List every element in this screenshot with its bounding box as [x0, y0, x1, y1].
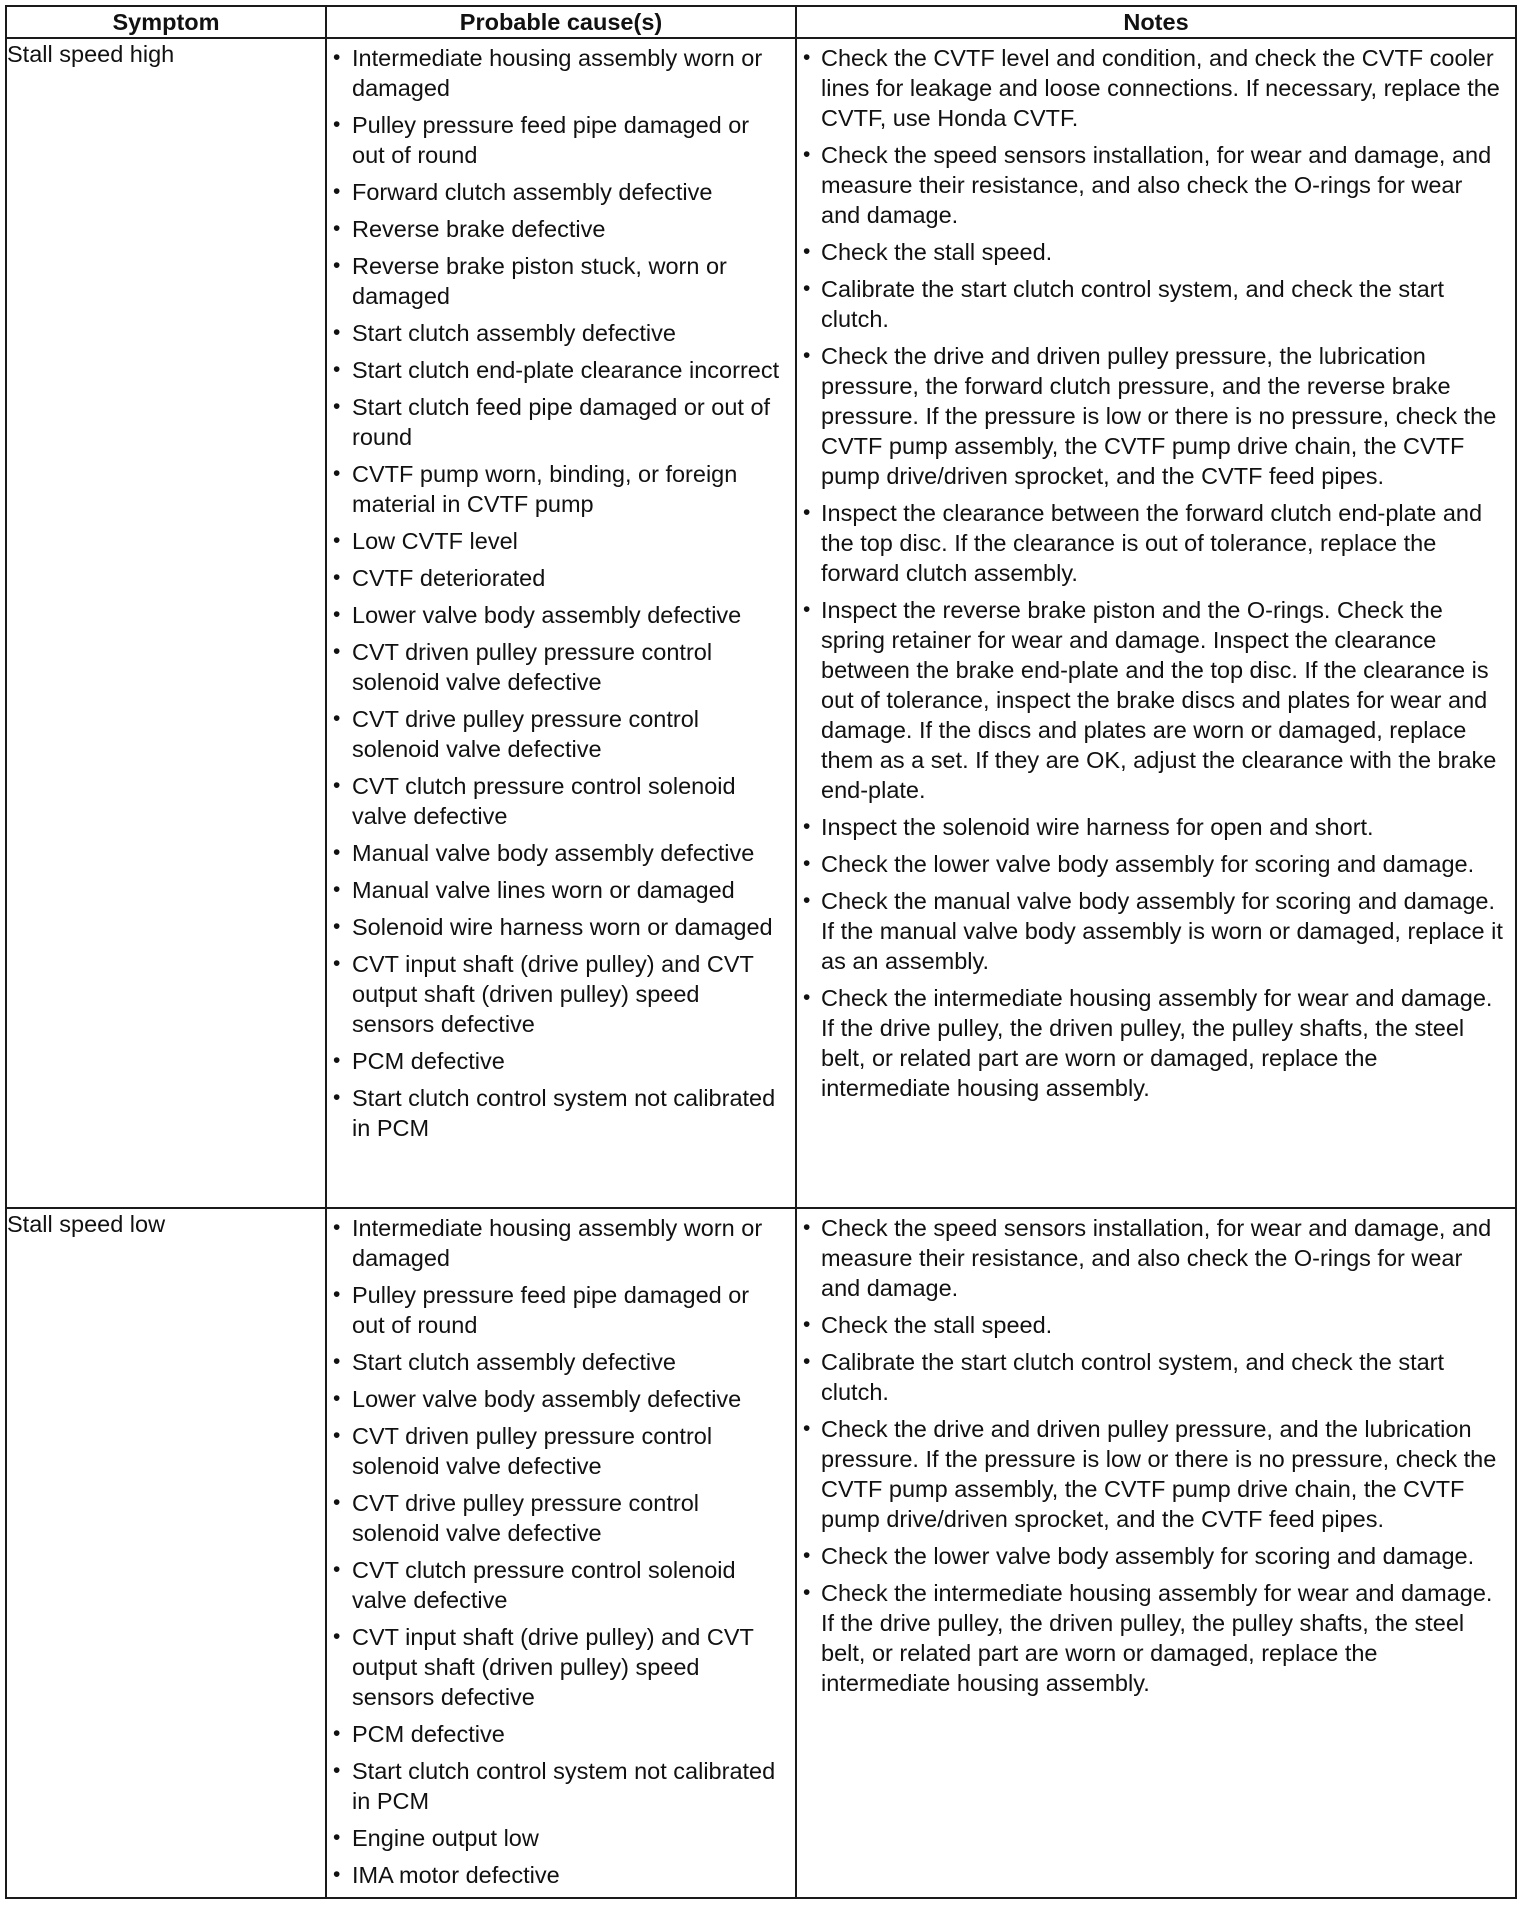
note-item: • Check the stall speed. [803, 237, 1507, 267]
note-item: • Check the speed sensors installation, for wear and damage, and measure their resistance, and also check the O-rings for wear and damage. [803, 140, 1507, 230]
notes-list [797, 39, 1515, 1103]
cause-item: • Forward clutch assembly defective [333, 177, 787, 207]
causes-cell [326, 1208, 796, 1898]
causes-list [327, 1209, 795, 1890]
cause-item: • CVT clutch pressure control solenoid valve defective [333, 1555, 787, 1615]
cause-item: • Low CVTF level [333, 526, 787, 556]
note-item: • Inspect the reverse brake piston and the O-rings. Check the spring retainer for wear and damage. Inspect the clearance between the brake end-plate and the top disc. If the clearance is out of tolerance, inspect the brake discs and plates for wear and damage. If the discs and plates are worn or damaged, replace them as a set. If they are OK, adjust the clearance with the brake end-plate. [803, 595, 1507, 805]
cause-item: • Start clutch assembly defective [333, 318, 787, 348]
symptom-cell: Stall speed high [6, 38, 326, 1208]
cause-item: • Intermediate housing assembly worn or damaged [333, 1213, 787, 1273]
cause-item: • PCM defective [333, 1719, 787, 1749]
cause-item: • Engine output low [333, 1823, 787, 1853]
cause-item: • Start clutch assembly defective [333, 1347, 787, 1377]
cause-item: • Start clutch feed pipe damaged or out of round [333, 392, 787, 452]
cause-item: • Reverse brake defective [333, 214, 787, 244]
cause-item: • Manual valve lines worn or damaged [333, 875, 787, 905]
table-header [6, 6, 1516, 38]
cause-item: • Manual valve body assembly defective [333, 838, 787, 868]
cause-item: • Reverse brake piston stuck, worn or damaged [333, 251, 787, 311]
cause-item: • Pulley pressure feed pipe damaged or out of round [333, 110, 787, 170]
cause-item: • CVT clutch pressure control solenoid valve defective [333, 771, 787, 831]
cause-item: • Start clutch end-plate clearance incorrect [333, 355, 787, 385]
table-row-stall-speed-high [6, 38, 1516, 1208]
cause-item: • Lower valve body assembly defective [333, 600, 787, 630]
cause-item: • CVT driven pulley pressure control solenoid valve defective [333, 637, 787, 697]
cause-item: • CVT drive pulley pressure control solenoid valve defective [333, 704, 787, 764]
header-notes: Notes [796, 6, 1516, 38]
note-item: • Check the drive and driven pulley pressure, and the lubrication pressure. If the pressure is low or there is no pressure, check the CVTF pump assembly, the CVTF pump drive chain, the CVTF pump drive/driven sprocket, and the CVTF feed pipes. [803, 1414, 1507, 1534]
cause-item: • CVTF pump worn, binding, or foreign material in CVTF pump [333, 459, 787, 519]
cause-item: • CVT driven pulley pressure control solenoid valve defective [333, 1421, 787, 1481]
note-item: • Check the intermediate housing assembly for wear and damage. If the drive pulley, the driven pulley, the pulley shafts, the steel belt, or related part are worn or damaged, replace the intermediate housing assembly. [803, 1578, 1507, 1698]
note-item: • Check the intermediate housing assembly for wear and damage. If the drive pulley, the driven pulley, the pulley shafts, the steel belt, or related part are worn or damaged, replace the intermediate housing assembly. [803, 983, 1507, 1103]
note-item: • Calibrate the start clutch control system, and check the start clutch. [803, 274, 1507, 334]
cause-item: • Lower valve body assembly defective [333, 1384, 787, 1414]
note-item: • Check the manual valve body assembly for scoring and damage. If the manual valve body assembly is worn or damaged, replace it as an assembly. [803, 886, 1507, 976]
table-row-stall-speed-low [6, 1208, 1516, 1898]
cause-item: • Pulley pressure feed pipe damaged or out of round [333, 1280, 787, 1340]
note-item: • Calibrate the start clutch control system, and check the start clutch. [803, 1347, 1507, 1407]
note-item: • Check the speed sensors installation, for wear and damage, and measure their resistance, and also check the O-rings for wear and damage. [803, 1213, 1507, 1303]
symptom-cell: Stall speed low [6, 1208, 326, 1898]
troubleshooting-page [5, 5, 1515, 1899]
troubleshooting-table [5, 5, 1517, 1899]
cause-item: • CVT input shaft (drive pulley) and CVT output shaft (driven pulley) speed sensors defective [333, 949, 787, 1039]
header-symptom: Symptom [6, 6, 326, 38]
header-row [6, 6, 1516, 38]
note-item: • Check the drive and driven pulley pressure, the lubrication pressure, the forward clutch pressure, and the reverse brake pressure. If the pressure is low or there is no pressure, check the CVTF pump assembly, the CVTF pump drive chain, the CVTF pump drive/driven sprocket, and the CVTF feed pipes. [803, 341, 1507, 491]
cause-item: • CVT input shaft (drive pulley) and CVT output shaft (driven pulley) speed sensors defective [333, 1622, 787, 1712]
note-item: • Check the CVTF level and condition, and check the CVTF cooler lines for leakage and loose connections. If necessary, replace the CVTF, use Honda CVTF. [803, 43, 1507, 133]
cause-item: • Solenoid wire harness worn or damaged [333, 912, 787, 942]
notes-cell [796, 38, 1516, 1208]
cause-item: • CVTF deteriorated [333, 563, 787, 593]
note-item: • Check the stall speed. [803, 1310, 1507, 1340]
cause-item: • CVT drive pulley pressure control solenoid valve defective [333, 1488, 787, 1548]
causes-cell [326, 38, 796, 1208]
cause-item: • Start clutch control system not calibrated in PCM [333, 1083, 787, 1143]
notes-cell [796, 1208, 1516, 1898]
cause-item: • Intermediate housing assembly worn or damaged [333, 43, 787, 103]
cause-item: • Start clutch control system not calibrated in PCM [333, 1756, 787, 1816]
note-item: • Check the lower valve body assembly for scoring and damage. [803, 1541, 1507, 1571]
note-item: • Inspect the clearance between the forward clutch end-plate and the top disc. If the clearance is out of tolerance, replace the forward clutch assembly. [803, 498, 1507, 588]
header-probable-causes: Probable cause(s) [326, 6, 796, 38]
note-item: • Inspect the solenoid wire harness for open and short. [803, 812, 1507, 842]
cause-item: • IMA motor defective [333, 1860, 787, 1890]
table-body [6, 38, 1516, 1898]
cause-item: • PCM defective [333, 1046, 787, 1076]
notes-list [797, 1209, 1515, 1698]
causes-list [327, 39, 795, 1143]
note-item: • Check the lower valve body assembly for scoring and damage. [803, 849, 1507, 879]
